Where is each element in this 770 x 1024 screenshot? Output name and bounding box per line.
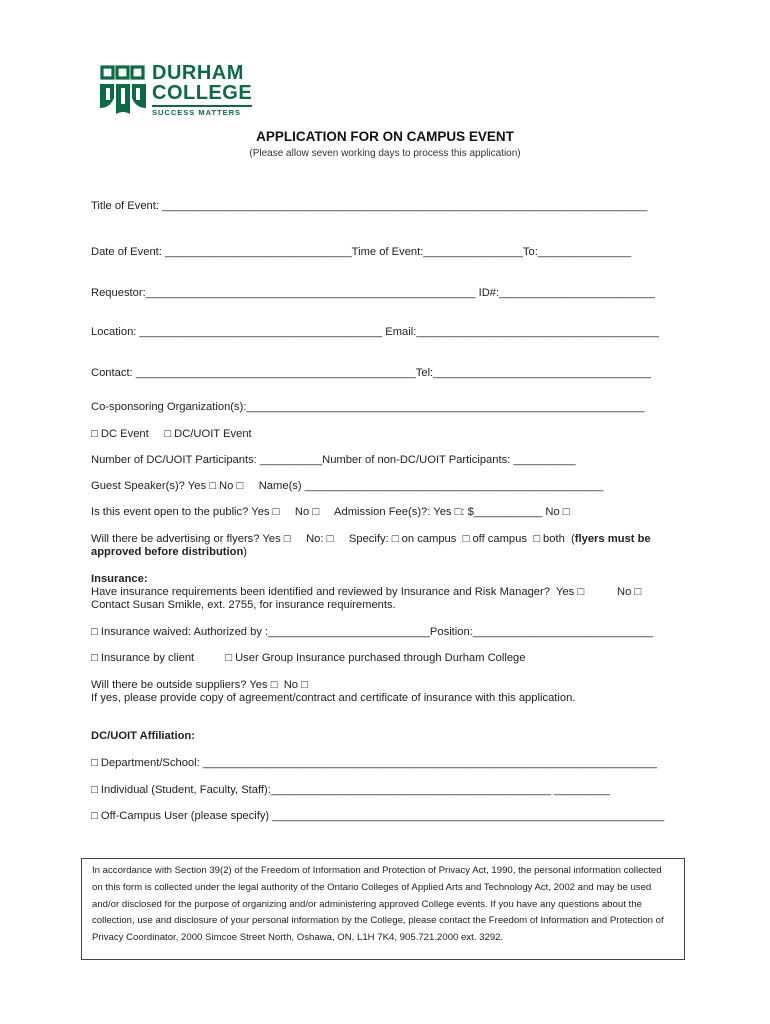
location-email-field[interactable]: Location: _______________________________________ Email:_______________________________________ — [91, 326, 660, 338]
contact-tel-field[interactable]: Contact: _____________________________________________Tel:___________________________________ — [91, 367, 651, 379]
title-of-event-field[interactable]: Title of Event: ______________________________________________________________________________ — [91, 200, 648, 212]
advertising-question[interactable] — [91, 532, 651, 546]
offcampus-field[interactable]: □ Off-Campus User (please specify) _______________________________________________________________ — [91, 810, 665, 822]
form-title: APPLICATION FOR ON CAMPUS EVENT — [256, 129, 514, 144]
public-admission-field[interactable]: Is this event open to the public? Yes □ No □ Admission Fee(s)?: Yes □: $___________ No □ — [91, 506, 570, 518]
logo-divider — [152, 105, 252, 107]
logo-tagline: SUCCESS MATTERS — [152, 108, 242, 117]
logo-wordmark-line1: DURHAM — [152, 62, 244, 84]
insurance-contact-text: Contact Susan Smikle, ext. 2755, for insurance requirements. — [91, 599, 396, 611]
suppliers-question[interactable]: Will there be outside suppliers? Yes □ No □ — [91, 679, 308, 691]
insurance-waived-field[interactable]: □ Insurance waived: Authorized by :__________________________Position:_____________________________ — [91, 626, 654, 638]
guest-speaker-field[interactable]: Guest Speaker(s)? Yes □ No □ Name(s) ________________________________________________ — [91, 480, 604, 492]
privacy-notice-text: In accordance with Section 39(2) of the Freedom of Information and Protection of Privacy Act, 1990, the personal information collected on this form is collected under the legal authority of the Ontario Colleges of Applied Arts and Technology Act, 2002 and may be used and/or disclosed for the purpose of organizing and/or administering approved College events. If you have any questions about the collection, use and disclosure of your personal information by the College, please contact the Freedom of Information and Protection of Privacy Coordinator, 2000 Simcoe Street North, Oshawa, ON, L1H 7K4, 905.721.2000 ext. 3292. — [92, 865, 664, 944]
affiliation-heading: DC/UOIT Affiliation: — [91, 730, 195, 742]
advertising-text: Will there be advertising or flyers? Yes □ No: □ Specify: □ on campus □ off campus □ both ( — [91, 533, 575, 545]
shield-logo-icon — [100, 64, 146, 118]
participants-field[interactable]: Number of DC/UOIT Participants: __________Number of non-DC/UOIT Participants: __________ — [91, 454, 576, 466]
cosponsor-field[interactable]: Co-sponsoring Organization(s):________________________________________________________________ — [91, 401, 645, 413]
advertising-bold-text: flyers must be — [574, 533, 651, 545]
department-field[interactable]: □ Department/School: _________________________________________________________________________ — [91, 757, 658, 769]
advertising-note — [91, 545, 247, 559]
durham-college-logo — [100, 62, 260, 122]
insurance-no-checkbox[interactable]: No □ — [617, 586, 642, 598]
event-type-checkboxes[interactable]: □ DC Event □ DC/UOIT Event — [91, 428, 252, 440]
requestor-id-field[interactable]: Requestor:_____________________________________________________ ID#:_________________________ — [91, 287, 655, 299]
individual-field[interactable]: □ Individual (Student, Faculty, Staff):_____________________________________________ _________ — [91, 784, 610, 796]
advertising-close-paren: ) — [243, 546, 248, 558]
suppliers-note: If yes, please provide copy of agreement/contract and certificate of insurance with this application. — [91, 692, 576, 704]
insurance-heading: Insurance: — [91, 573, 148, 585]
logo-wordmark-line2: COLLEGE — [152, 82, 253, 104]
privacy-notice-box — [81, 858, 685, 960]
advertising-bold-text-2: approved before distribution — [91, 546, 244, 558]
insurance-question[interactable]: Have insurance requirements been identified and reviewed by Insurance and Risk Manager? Yes □ — [91, 586, 585, 598]
form-subtitle: (Please allow seven working days to process this application) — [249, 148, 521, 159]
date-time-field[interactable]: Date of Event: ______________________________Time of Event:________________To:_______________ — [91, 246, 632, 258]
insurance-type-checkboxes[interactable]: □ Insurance by client □ User Group Insurance purchased through Durham College — [91, 652, 526, 664]
